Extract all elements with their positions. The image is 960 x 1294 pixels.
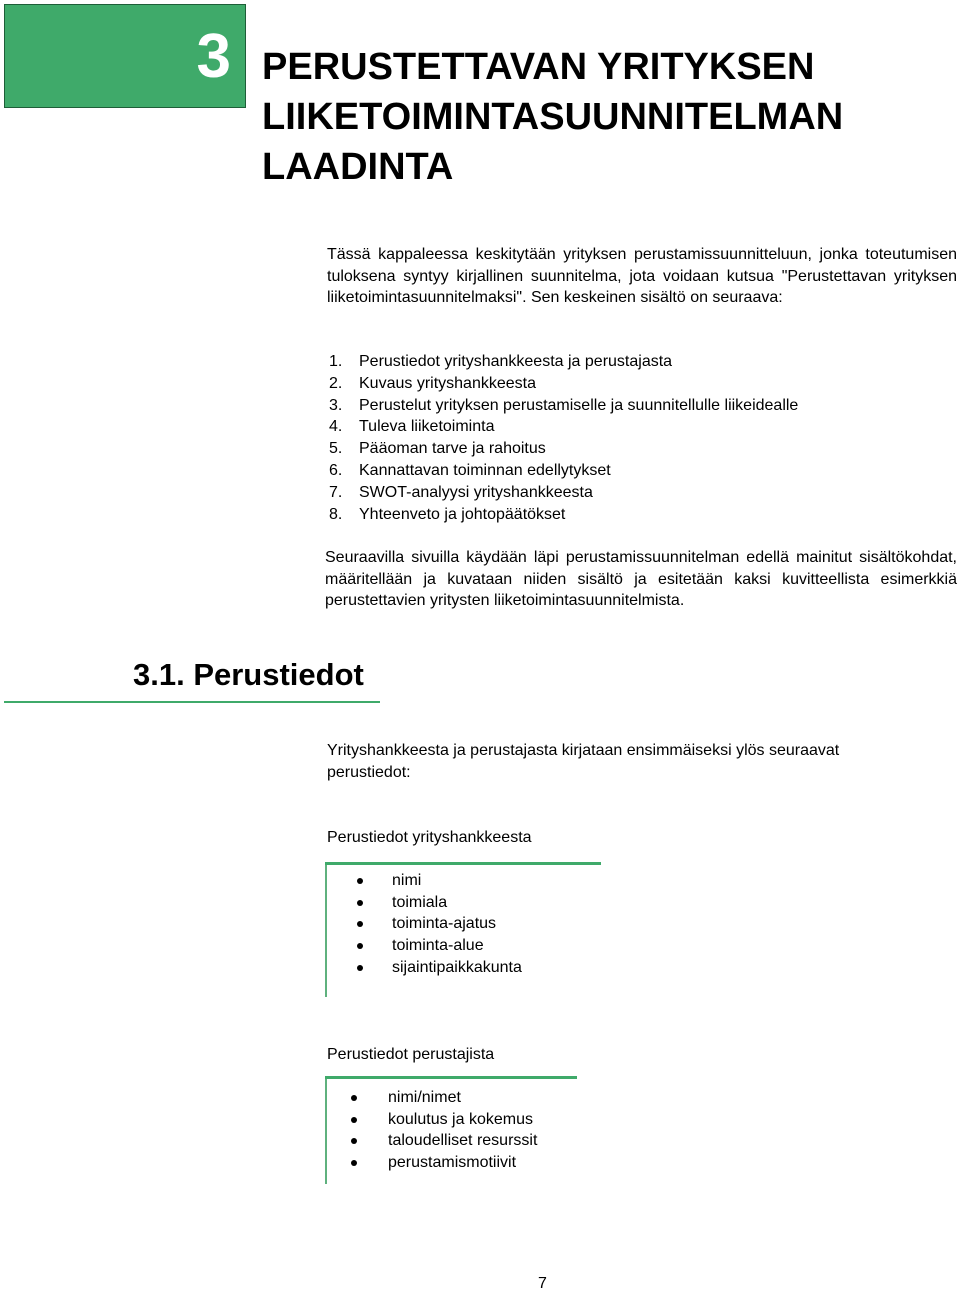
list-item: nimi bbox=[357, 870, 522, 892]
bullet-icon bbox=[351, 1095, 357, 1101]
contents-item: 7. SWOT-analyysi yrityshankkeesta bbox=[329, 483, 593, 501]
contents-list bbox=[329, 351, 798, 525]
section-lead-paragraph: Yrityshankkeesta ja perustajasta kirjataan ensimmäiseksi ylös seuraavat perustiedot: bbox=[327, 742, 840, 781]
project-info-list bbox=[357, 870, 522, 978]
founders-info-list bbox=[351, 1087, 537, 1174]
after-contents-paragraph: Seuraavilla sivuilla käydään läpi perustamissuunnitelman edellä mainitut sisältökohdat, määritellään ja kuvataan niiden sisältö ja esitetään kaksi kuvitteellista esimerkkiä perustettavien yritysten liiketoimintasuunnitelmista. bbox=[325, 549, 957, 609]
contents-item: 8. Yhteenveto ja johtopäätökset bbox=[329, 505, 566, 523]
contents-item: 3. Perustelut yrityksen perustamiselle ja suunnitellulle liikeidealle bbox=[329, 396, 799, 414]
bullet-icon bbox=[351, 1138, 357, 1144]
chapter-title-line: LIIKETOIMINTASUUNNITELMAN bbox=[262, 96, 844, 138]
bullet-icon bbox=[357, 878, 363, 884]
chapter-title-line: LAADINTA bbox=[262, 146, 454, 188]
project-info-heading: Perustiedot yrityshankkeesta bbox=[327, 829, 532, 846]
contents-item: 1. Perustiedot yrityshankkeesta ja perustajasta bbox=[329, 353, 673, 370]
bullet-icon bbox=[351, 1117, 357, 1123]
list-item: perustamismotiivit bbox=[351, 1152, 537, 1174]
chapter-number: 3 bbox=[196, 22, 231, 91]
contents-item: 2. Kuvaus yrityshankkeesta bbox=[329, 374, 536, 392]
list-item: sijaintipaikkakunta bbox=[357, 957, 522, 979]
founders-info-heading: Perustiedot perustajista bbox=[327, 1046, 495, 1063]
list-item: taloudelliset resurssit bbox=[351, 1130, 537, 1152]
intro-paragraph: Tässä kappaleessa keskitytään yrityksen perustamissuunnitteluun, jonka toteutumisen tuloksena syntyy kirjallinen suunnitelma, jota voidaan kutsua "Perustettavan yrityksen liiketoimintasuunnitelmaksi". Sen keskeinen sisältö on seuraava: bbox=[327, 246, 957, 306]
section-underline bbox=[4, 701, 380, 703]
list-item: nimi/nimet bbox=[351, 1087, 537, 1109]
bullet-icon bbox=[357, 921, 363, 927]
contents-item: 6. Kannattavan toiminnan edellytykset bbox=[329, 461, 611, 479]
chapter-title bbox=[262, 42, 942, 192]
bullet-icon bbox=[357, 900, 363, 906]
list-item: toiminta-ajatus bbox=[357, 913, 522, 935]
list-item: toimiala bbox=[357, 892, 522, 914]
list-item: koulutus ja kokemus bbox=[351, 1109, 537, 1131]
contents-item: 4. Tuleva liiketoiminta bbox=[329, 418, 495, 436]
bullet-icon bbox=[357, 965, 363, 971]
bullet-icon bbox=[351, 1160, 357, 1166]
section-title: 3.1. Perustiedot bbox=[133, 657, 364, 692]
chapter-title-line: PERUSTETTAVAN YRITYKSEN bbox=[262, 46, 815, 88]
list-item: toiminta-alue bbox=[357, 935, 522, 957]
page-number: 7 bbox=[538, 1275, 547, 1292]
chapter-number-box bbox=[4, 4, 246, 108]
bullet-icon bbox=[357, 943, 363, 949]
contents-item: 5. Pääoman tarve ja rahoitus bbox=[329, 440, 546, 458]
